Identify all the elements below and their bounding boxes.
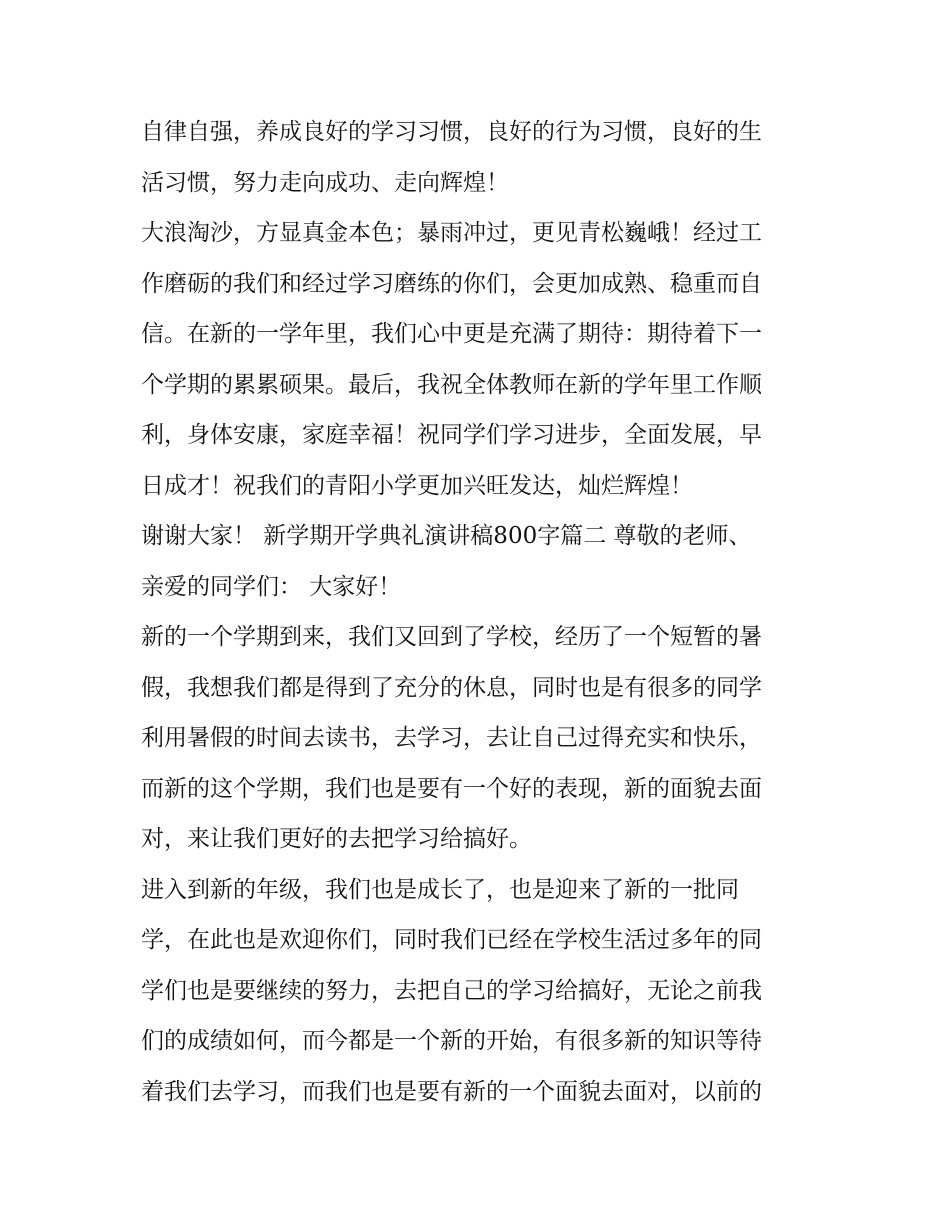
text-line: 个学期的累累硕果。最后，我祝全体教师在新的学年里工作顺 [141,371,762,398]
text-line: 学们也是要继续的努力，去把自己的学习给搞好，无论之前我 [141,977,762,1004]
text-line: 学，在此也是欢迎你们，同时我们已经在学校生活过多年的同 [141,927,762,953]
text-line: 着我们去学习，而我们也是要有新的一个面貌去面对，以前的 [141,1078,762,1105]
text-line: 信。在新的一学年里，我们心中更是充满了期待：期待着下一 [141,321,762,347]
text-line: 日成才！祝我们的青阳小学更加兴旺发达，灿烂辉煌！ [141,472,693,499]
text-line: 自律自强，养成良好的学习习惯，良好的行为习惯，良好的生 [141,119,762,145]
document-body [141,107,821,1117]
text-line: 亲爱的同学们： 大家好！ [141,573,402,600]
text-line: 谢谢大家！ 新学期开学典礼演讲稿800字篇二 尊敬的老师、 [141,523,752,549]
text-line: 利用暑假的时间去读书，去学习，去让自己过得充实和快乐， [141,725,762,751]
text-line: 们的成绩如何，而今都是一个新的开始，有很多新的知识等待 [141,1028,762,1054]
text-line: 作磨砺的我们和经过学习磨练的你们，会更加成熟、稳重而自 [141,270,762,297]
text-line: 进入到新的年级，我们也是成长了，也是迎来了新的一批同 [141,876,739,903]
text-line: 而新的这个学期，我们也是要有一个好的表现，新的面貌去面 [141,775,762,802]
text-line: 大浪淘沙，方显真金本色；暴雨冲过，更见青松巍峨！经过工 [141,220,762,246]
text-line: 新的一个学期到来，我们又回到了学校，经历了一个短暂的暑 [141,624,762,650]
text-line: 对，来让我们更好的去把学习给搞好。 [141,826,532,852]
text-line: 活习惯，努力走向成功、走向辉煌！ [141,169,509,196]
text-line: 假，我想我们都是得到了充分的休息，同时也是有很多的同学 [141,674,762,701]
text-line: 利，身体安康，家庭幸福！祝同学们学习进步，全面发展，早 [141,422,762,448]
